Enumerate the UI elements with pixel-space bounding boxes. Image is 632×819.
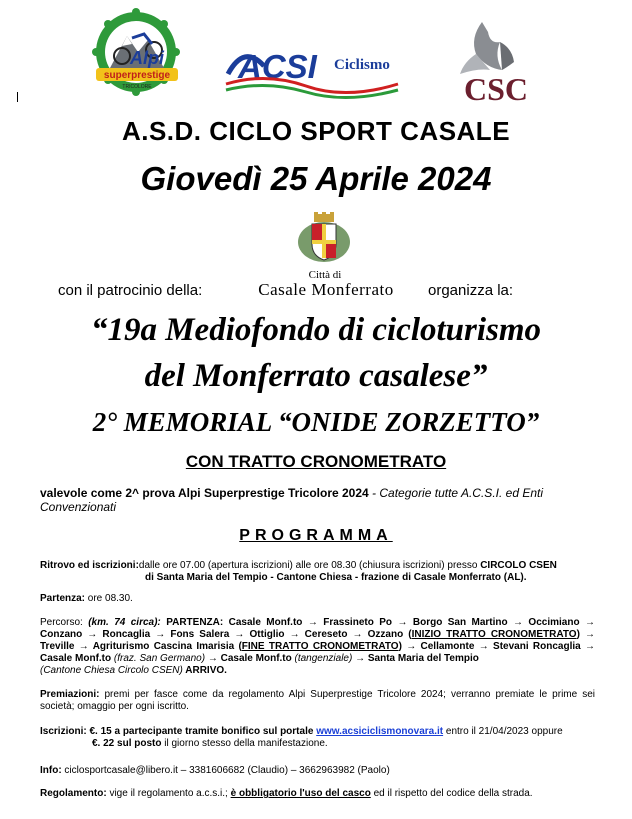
iscrizioni-paragraph	[40, 726, 595, 750]
partenza-label: Partenza:	[40, 593, 86, 604]
info-text: ciclosportcasale@libero.it – 3381606682 (Claudio) – 3662963982 (Paolo)	[61, 765, 390, 776]
iscrizioni-onsite-fee: €. 22 sul posto	[92, 738, 162, 749]
regolamento-casco: è obbligatorio l'uso del casco	[230, 788, 371, 799]
info-paragraph	[40, 765, 595, 777]
regolamento-text2: ed il rispetto del codice della strada.	[370, 788, 533, 799]
csc-logo-text: CSC	[463, 71, 529, 106]
regolamento-text: vige il regolamento a.c.s.i.;	[106, 788, 231, 799]
citta-di-text: Città di	[308, 269, 342, 281]
percorso-circolo: (Cantone Chiesa Circolo CSEN)	[40, 665, 183, 676]
ritrovo-label: Ritrovo ed iscrizioni:	[40, 560, 139, 571]
percorso-frazione: (fraz. San Germano)	[113, 653, 206, 664]
event-title-line1: “19a Mediofondo di cicloturismo	[90, 312, 542, 348]
percorso-part2: ) → Treville → Agriturismo Cascina Imarisia (	[40, 629, 595, 652]
csc-eagle-logo	[442, 18, 552, 106]
organizer-title: A.S.D. CICLO SPORT CASALE	[121, 116, 511, 146]
iscrizioni-deadline: entro il 21/04/2023 oppure	[443, 726, 563, 737]
premiazioni-text: premi per fasce come da regolamento Alpi Superprestige Tricolore 2024; verranno premiate le prime sei società; omaggio per ogni iscritto.	[40, 689, 595, 712]
partenza-text: ore 08.30.	[85, 593, 133, 604]
event-date: Giovedì 25 Aprile 2024	[140, 160, 492, 197]
percorso-part3: ) → Cellamonte → Stevani Roncaglia → Casale Monf.to	[40, 641, 595, 664]
acsi-logo-text: ACSI	[238, 48, 317, 85]
iscrizioni-link[interactable]: www.acsiciclismonovara.it	[316, 726, 444, 737]
premiazioni-paragraph	[40, 689, 595, 713]
tratto-cronometrato: CON TRATTO CRONOMETRATO	[185, 452, 447, 471]
valevole-bold: valevole come 2^ prova Alpi Superprestige Tricolore 2024	[40, 486, 369, 500]
percorso-arrivo: ARRIVO.	[182, 665, 227, 676]
casale-monferrato-text: Casale Monferrato	[258, 280, 394, 299]
regolamento-paragraph	[40, 788, 595, 800]
programma-heading: PROGRAMMA	[239, 527, 393, 544]
percorso-inizio: INIZIO TRATTO CRONOMETRATO	[411, 629, 577, 640]
alpi-superprestige-logo	[82, 8, 192, 100]
alpi-logo-subtext: superprestige	[103, 70, 171, 81]
percorso-fine: FINE TRATTO CRONOMETRATO	[241, 641, 399, 652]
valevole-paragraph	[40, 486, 600, 514]
percorso-tangenziale: (tangenziale)	[294, 653, 353, 664]
acsi-ciclismo-text: Ciclismo	[334, 57, 390, 73]
ritrovo-paragraph	[40, 560, 595, 584]
percorso-part4: → Casale Monf.to	[205, 653, 295, 664]
percorso-paragraph	[40, 617, 595, 677]
regolamento-label: Regolamento:	[40, 788, 107, 799]
event-title-line2: del Monferrato casalese”	[144, 358, 488, 394]
info-label: Info:	[40, 765, 62, 776]
percorso-part5: → Santa Maria del Tempio	[352, 653, 479, 664]
memorial-title: 2° MEMORIAL “ONIDE ZORZETTO”	[92, 407, 540, 437]
ritrovo-circolo: CIRCOLO CSEN	[480, 560, 557, 571]
alpi-logo-subtext2: TRICOLORE	[122, 84, 152, 90]
iscrizioni-label: Iscrizioni:	[40, 726, 87, 737]
casale-crest-icon	[296, 210, 352, 266]
percorso-label: Percorso:	[40, 617, 83, 628]
premiazioni-label: Premiazioni:	[40, 689, 100, 700]
organizza-text: organizza la:	[428, 282, 514, 299]
iscrizioni-onsite-text: il giorno stesso della manifestazione.	[161, 738, 328, 749]
patrocinio-text: con il patrocinio della:	[58, 282, 203, 299]
ritrovo-text: dalle ore 07.00 (apertura iscrizioni) alle ore 08.30 (chiusura iscrizioni) presso	[138, 560, 481, 571]
acsi-ciclismo-logo	[222, 38, 407, 100]
alpi-logo-text: Alpi	[130, 48, 164, 68]
text-cursor	[17, 92, 18, 102]
ritrovo-location: di Santa Maria del Tempio - Cantone Chiesa - frazione di Casale Monferrato (AL).	[145, 572, 527, 583]
valevole-italic: - Categorie tutte A.C.S.I. ed Enti Convenzionati	[40, 486, 544, 514]
partenza-paragraph	[40, 593, 595, 605]
iscrizioni-fee: €. 15 a partecipante tramite bonifico sul portale	[86, 726, 317, 737]
percorso-km: (km. 74 circa):	[82, 617, 161, 628]
percorso-part1: PARTENZA: Casale Monf.to → Frassineto Po → Borgo San Martino → Occimiano → Conzano → Roncaglia → Fons Salera → Ottiglio → Cereseto → Ozzano (	[40, 617, 595, 640]
